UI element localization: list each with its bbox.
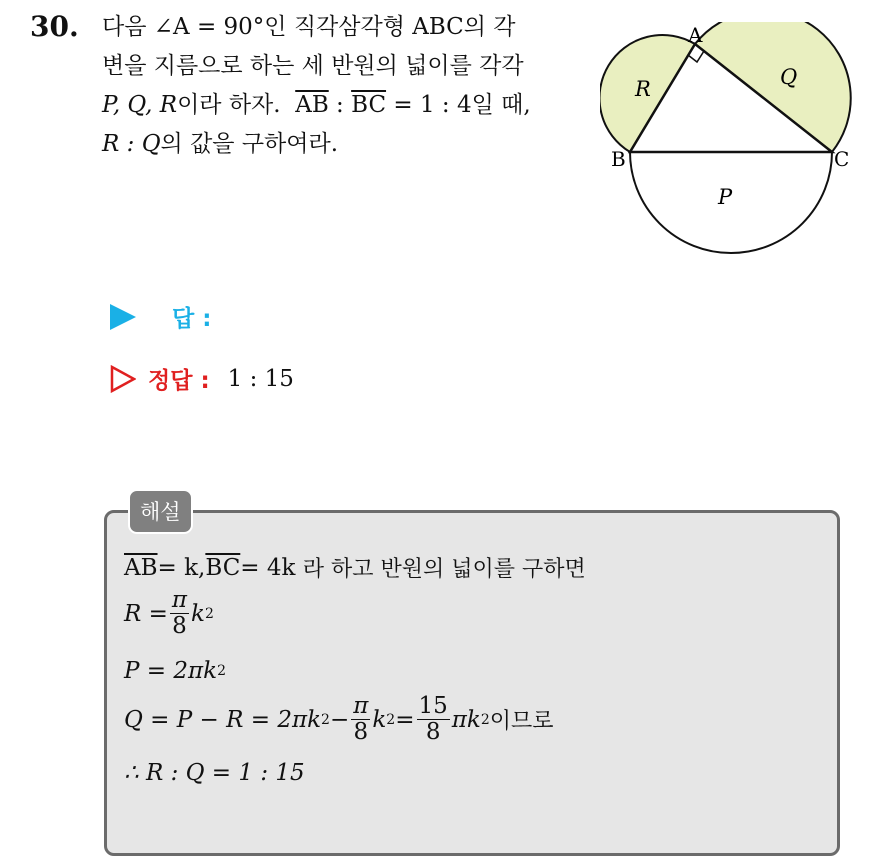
q-conclusion-text: 이므로 [489,709,554,735]
q-fraction-2 [417,694,450,746]
question-line-4 [102,125,582,164]
q-equals: = [395,706,415,733]
q-exponent-3: 2 [480,711,490,728]
correct-answer-row [110,362,294,395]
q-fraction-2-num: 15 [418,693,448,719]
q-lhs: Q = P − R = 2πk [124,706,322,733]
ratio-colon: : [328,92,352,118]
q-fraction-1-num: π [353,693,369,719]
r-fraction-den: 8 [172,613,187,640]
r-exponent: 2 [204,605,214,622]
q-end: πk [451,706,481,733]
correct-arrow-icon [110,365,136,393]
solution-line-2 [124,588,214,640]
label-c: C [834,147,850,171]
solution-line-1 [124,552,586,583]
q-minus: − [329,706,350,733]
question-line-1: 다음 ∠A = 90°인 직각삼각형 ABC의 각 [102,14,516,40]
solution-line-3 [124,658,226,684]
r-rhs: k [191,600,205,627]
question-variables: P, Q, R [102,92,178,118]
question-text [102,8,582,164]
solution-line-1-text: 라 하고 반원의 넓이를 구하면 [302,557,586,582]
answer-row [110,300,211,333]
r-fraction [170,588,189,640]
segment-ab: $\overline{AB}$ [295,92,329,118]
correct-answer-value: 1 : 15 [227,365,294,392]
solution-bc-value: = 4k [240,554,296,581]
label-p: P [718,185,733,209]
question-line-3-text: 이라 하자. [177,92,281,118]
answer-label: 답 : [172,306,212,332]
solution-line-5 [124,760,305,786]
p-expression: P = 2πk [124,658,218,684]
solution-ab-value: = k, [157,554,206,581]
q-fraction-2-den: 8 [425,719,441,746]
solution-tab: 해설 [128,489,193,534]
q-exponent-2: 2 [386,711,396,728]
label-q: Q [780,65,798,89]
p-exponent: 2 [217,663,226,679]
solution-segment-ab: $\overline{AB}$ [124,554,158,581]
r-lhs: R = [124,600,168,627]
label-r: R [635,77,651,101]
semicircle-figure [600,22,860,262]
question-number: 30. [30,10,79,43]
correct-answer-label: 정답 : [148,368,210,394]
question-line-2: 변을 지름으로 하는 세 반원의 넓이를 각각 [102,53,524,79]
r-fraction-num: π [171,587,188,613]
segment-bc: $\overline{BC}$ [351,92,387,118]
label-a: A [688,23,703,47]
q-exponent-1: 2 [321,711,330,728]
q-k: k [372,706,387,733]
solution-line-4 [124,694,554,746]
question-line-3 [102,86,582,125]
label-b: B [611,147,626,171]
q-fraction-1 [351,694,370,746]
answer-arrow-icon [110,304,136,330]
asked-ratio: R : Q [102,131,161,157]
final-ratio: ∴ R : Q = 1 : 15 [124,760,305,786]
question-line-4-text: 의 값을 구하여라. [160,131,339,157]
ratio-text: = 1 : 4일 때, [386,92,531,118]
solution-segment-bc: $\overline{BC}$ [205,554,241,581]
q-fraction-1-den: 8 [353,719,369,746]
